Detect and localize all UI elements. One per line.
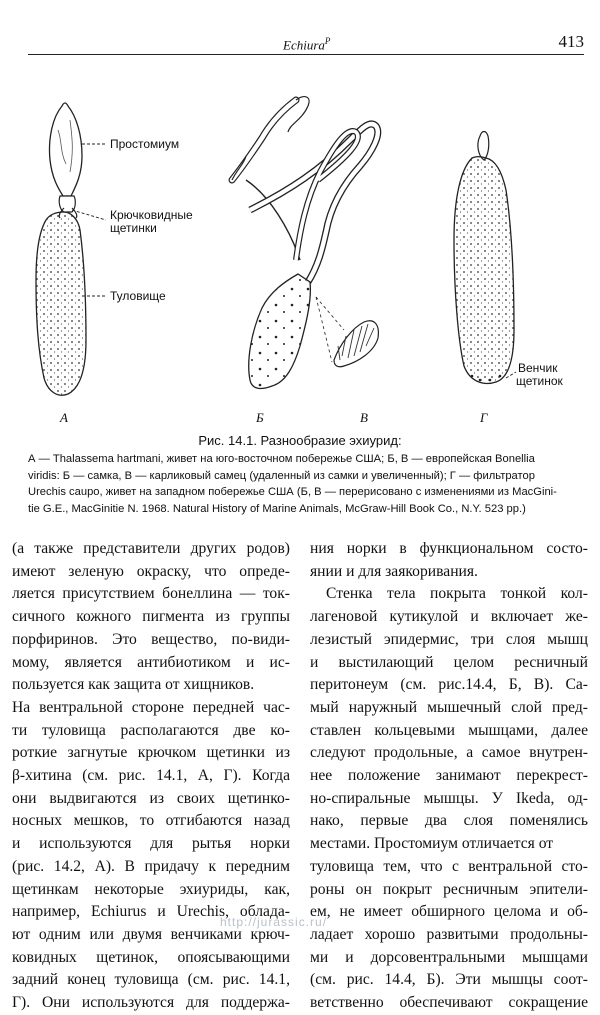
text-line: ветственно обеспечивают сокращение [310,994,588,1012]
text-line: (см. рис. 14.4, Б). Эти мышцы соот- [310,971,588,989]
page-number: 413 [558,32,584,51]
figure-caption-body [28,451,584,517]
text-line: β-хитина (см. рис. 14.1, А, Г). Когда [12,767,290,785]
text-line: они выдвигаются из своих щетинко- [12,789,290,807]
running-title: Echiura$^P$ [283,36,331,53]
text-line: лезистый эпидермис, три слоя мышц [310,630,588,648]
text-line: ния норки в функциональном состо- [310,540,588,557]
panel-letter-c: В [360,410,368,425]
text-line: ем, не имеет обширного целома и об- [310,903,588,921]
panel-letter-a: А [60,410,68,425]
label-trunk: Туловище [110,289,166,303]
text-line: например, Echiurus и Urechis, облада- [12,903,290,921]
body-column-right [310,538,588,1015]
text-line: нее положение занимают перекрест- [310,767,588,785]
figure-caption-title: Рис. 14.1. Разнообразие эхиурид: [198,433,402,448]
text-line: следуют продольные, а самое внутрен- [310,744,588,762]
text-line: мому, является антибиотиком и ис- [12,653,290,671]
text-line: и используются для рытья норки [12,835,290,853]
watermark: http://jurassic.ru/ [220,915,328,929]
text-line: перитонеум (см. рис.14.4, Б, В). Са- [310,676,588,694]
text-line: туловища тем, что с вентральной сто- [310,857,588,875]
text-line: порфиринов. Это вещество, по-види- [12,630,290,648]
text-line: Стенка тела покрыта тонкой кол- [326,585,588,603]
text-line: сичного кожного пигмента из группы [12,608,290,626]
panel-letter-d: Г [480,410,488,425]
text-line: и выстилающий целом ресничный [310,653,588,671]
running-header [28,32,584,56]
text-line: задний конец туловища (см. рис. 14.1, [12,971,290,989]
text-line: роны он покрыт ресничным эпители- [310,880,588,898]
body-column-left [12,538,290,1015]
label-setae-ring-1: Венчик [518,361,558,375]
text-line: На вентральной стороне передней час- [12,698,290,716]
text-line: ти туловища располагаются две ко- [12,721,290,739]
text-line: (а также представители других родов) [12,540,290,557]
label-hooked-setae-1: Крючковидные [110,208,193,222]
text-line: имеют зеленую окраску, что опреде- [12,562,290,580]
text-line: ставлен кольцевыми мышцами, далее [310,721,588,739]
worm-a-thalassema [36,103,86,395]
text-line: пользуется как защита от хищников. [12,676,255,694]
text-line: но-спиральные мышцы. У Ikeda, од- [310,789,588,807]
text-line: (рис. 14.2, А). В придачу к передним [12,857,290,875]
worm-d-urechis [454,132,514,384]
panel-letter-b: Б [256,410,264,425]
text-line: нако, первые два слоя поменялись [310,812,588,830]
figure-echiurids [0,60,600,430]
text-line: роткие загнутые крючком щетинки из [12,744,290,762]
text-line: щетинкам некоторые эхиуриды, как, [12,880,290,898]
label-prostomium: Простомиум [110,137,180,151]
text-line: местами. Простомиум отличается от [310,835,554,853]
text-line: мый наружный мышечный слой пред- [310,698,588,716]
caption-line: viridis: Б — самка, В — карликовый самец (удаленный из самки и увеличенный); Г — фильтратор [28,469,535,482]
text-line: янии и для заякоривания. [310,562,478,580]
text-line: носных мешков, то отгибаются назад [12,812,290,830]
text-line: ют одним или двумя венчиками крюч- [12,925,290,943]
text-line: лагеновой кутикулой и включает же- [310,608,588,626]
caption-line: tie G.E., MacGinitie N. 1968. Natural History of Marine Animals, McGraw-Hill Book Co., N.Y. 523 pp.) [28,502,526,515]
label-setae-ring-2: щетинок [516,374,563,388]
caption-line: Urechis caupo, живет на западном побережье США (Б, В — перерисовано с изменениями из MacGini- [28,486,557,498]
worm-c-bonellia-male [334,321,378,367]
text-line: ладает хорошо развитыми продольны- [310,925,588,943]
text-line: ляется присутствием бонеллина — ток- [12,585,290,603]
header-rule [28,54,584,55]
text-line: ковидных щетинок, опоясывающими [12,948,290,966]
caption-line: А — Thalassema hartmani, живет на юго-восточном побережье США; Б, В — европейская Bonellia [28,453,535,465]
label-hooked-setae-2: щетинки [110,221,157,235]
text-line: Г). Они используются для поддержа- [12,994,290,1012]
text-line: ми и дорсовентральными мышцами [310,948,588,966]
